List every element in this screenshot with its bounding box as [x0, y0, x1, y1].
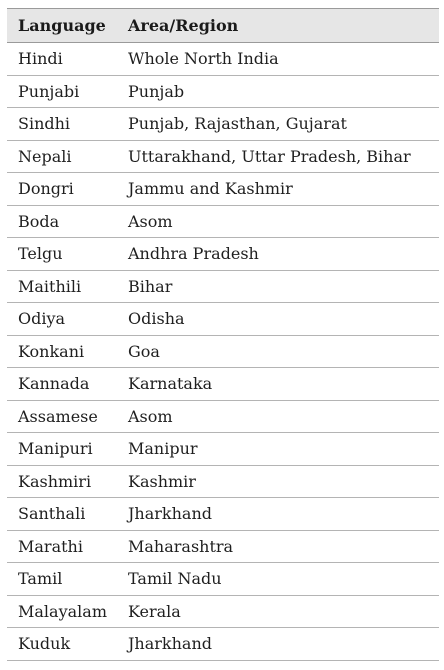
table-row: [7, 433, 439, 466]
cell-area-region: Whole North India: [118, 43, 439, 76]
cell-area-region: Maharashtra: [118, 530, 439, 563]
cell-language: Dongri: [7, 173, 118, 206]
cell-language: Maithili: [7, 270, 118, 303]
table-row: [7, 140, 439, 173]
table-row: [7, 400, 439, 433]
table-row: [7, 368, 439, 401]
language-region-table: [7, 8, 439, 661]
cell-language: Punjabi: [7, 75, 118, 108]
table-row: [7, 563, 439, 596]
table-row: [7, 303, 439, 336]
table-row: [7, 530, 439, 563]
table-header-row: [7, 9, 439, 43]
table-row: [7, 498, 439, 531]
cell-language: Nepali: [7, 140, 118, 173]
table-row: [7, 335, 439, 368]
cell-area-region: Andhra Pradesh: [118, 238, 439, 271]
table-header: [7, 9, 439, 43]
cell-area-region: Manipur: [118, 433, 439, 466]
cell-language: Sindhi: [7, 108, 118, 141]
cell-area-region: Kashmir: [118, 465, 439, 498]
cell-language: Kuduk: [7, 628, 118, 661]
cell-language: Santhali: [7, 498, 118, 531]
table-row: [7, 238, 439, 271]
cell-language: Malayalam: [7, 595, 118, 628]
cell-area-region: Jharkhand: [118, 498, 439, 531]
header-language: Language: [7, 9, 118, 43]
table-row: [7, 173, 439, 206]
cell-area-region: Goa: [118, 335, 439, 368]
table-row: [7, 43, 439, 76]
cell-area-region: Punjab: [118, 75, 439, 108]
cell-language: Tamil: [7, 563, 118, 596]
cell-area-region: Odisha: [118, 303, 439, 336]
table-body: [7, 43, 439, 661]
cell-area-region: Jammu and Kashmir: [118, 173, 439, 206]
table-row: [7, 75, 439, 108]
cell-language: Marathi: [7, 530, 118, 563]
table-row: [7, 595, 439, 628]
cell-language: Kashmiri: [7, 465, 118, 498]
cell-language: Odiya: [7, 303, 118, 336]
cell-area-region: Kerala: [118, 595, 439, 628]
cell-language: Assamese: [7, 400, 118, 433]
table-row: [7, 270, 439, 303]
cell-language: Kannada: [7, 368, 118, 401]
cell-language: Boda: [7, 205, 118, 238]
header-area-region: Area/Region: [118, 9, 439, 43]
table-row: [7, 465, 439, 498]
cell-language: Hindi: [7, 43, 118, 76]
cell-area-region: Uttarakhand, Uttar Pradesh, Bihar: [118, 140, 439, 173]
table-row: [7, 628, 439, 661]
language-region-table-wrapper: [7, 8, 439, 661]
cell-area-region: Karnataka: [118, 368, 439, 401]
cell-language: Telgu: [7, 238, 118, 271]
table-row: [7, 108, 439, 141]
cell-area-region: Punjab, Rajasthan, Gujarat: [118, 108, 439, 141]
cell-language: Konkani: [7, 335, 118, 368]
cell-area-region: Bihar: [118, 270, 439, 303]
cell-area-region: Asom: [118, 400, 439, 433]
cell-area-region: Tamil Nadu: [118, 563, 439, 596]
cell-area-region: Asom: [118, 205, 439, 238]
table-row: [7, 205, 439, 238]
cell-language: Manipuri: [7, 433, 118, 466]
cell-area-region: Jharkhand: [118, 628, 439, 661]
